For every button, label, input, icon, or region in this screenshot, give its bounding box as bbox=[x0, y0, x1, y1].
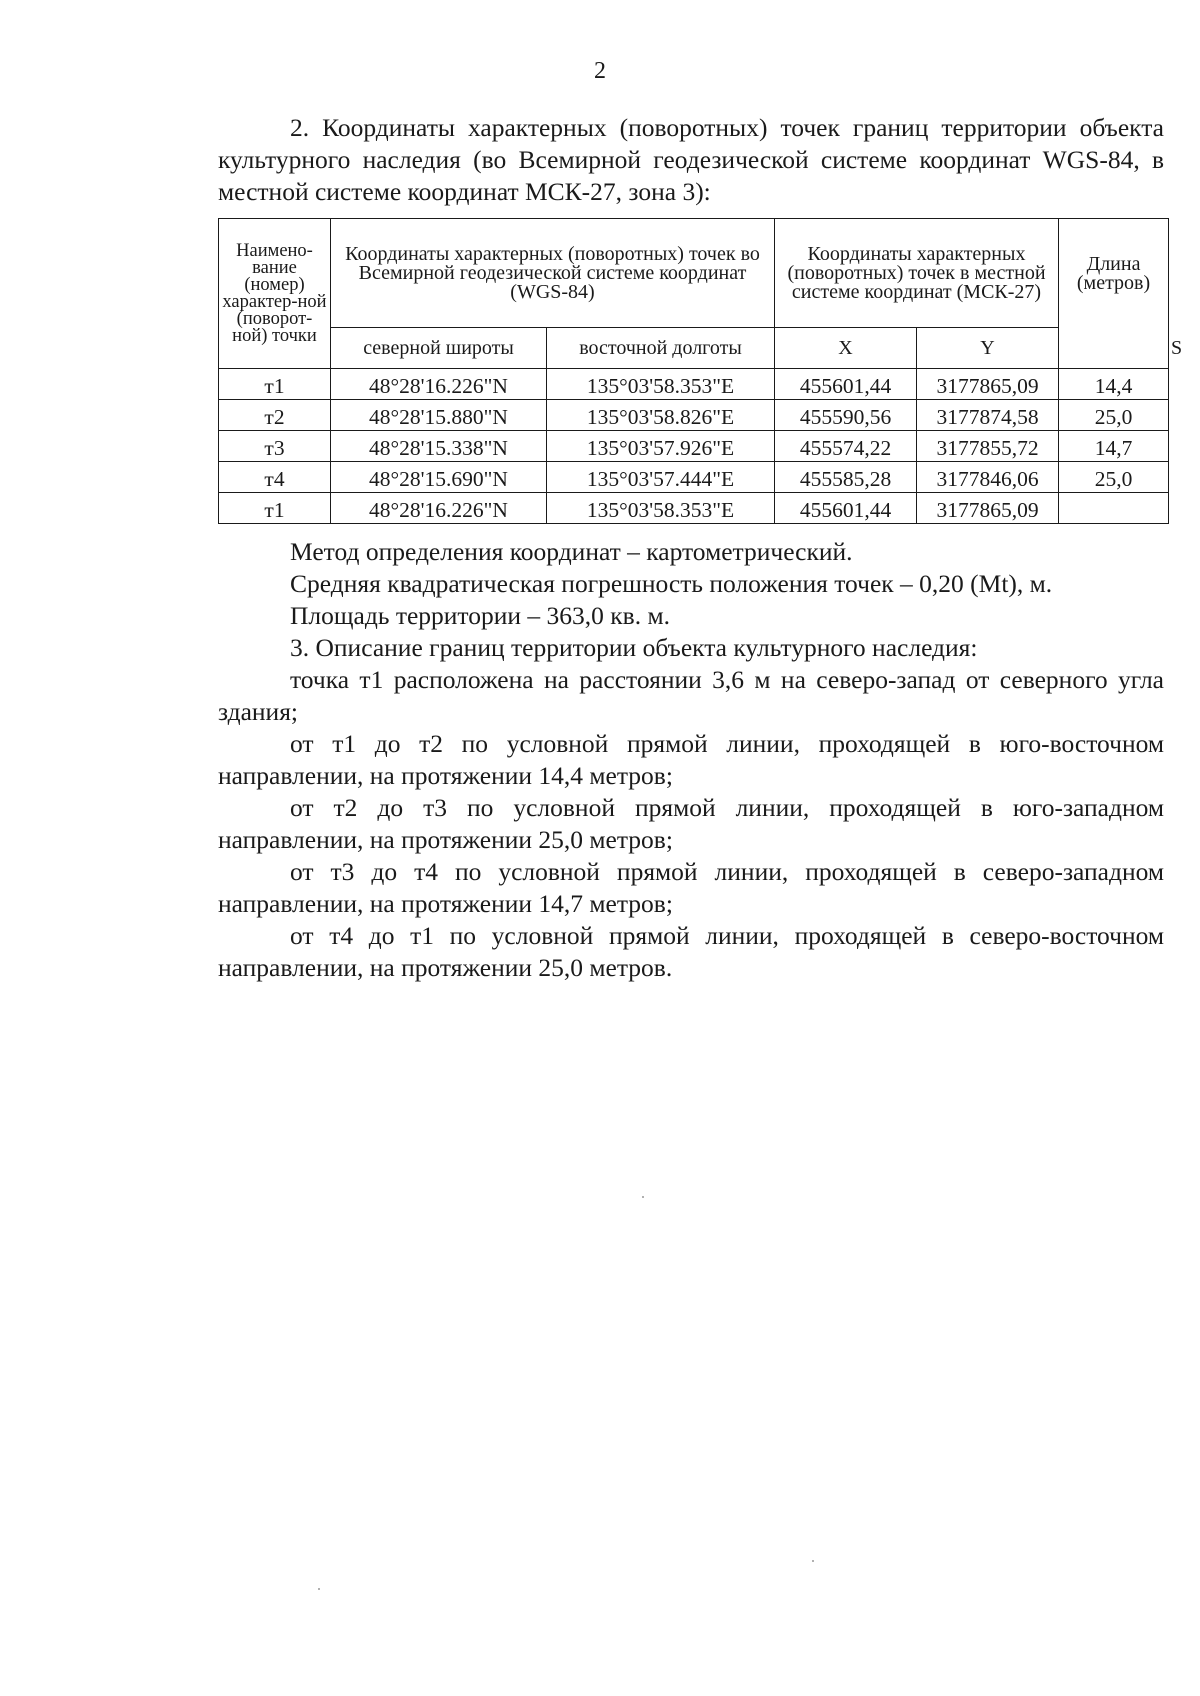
cell-length: 14,4 bbox=[1059, 369, 1169, 400]
cell-length: 14,7 bbox=[1059, 431, 1169, 462]
coordinates-table bbox=[218, 218, 1183, 524]
error-line: Средняя квадратическая погрешность положения точек – 0,20 (Mt), м. bbox=[290, 569, 1053, 598]
header-wgs-group: Координаты характерных (поворотных) точек во Всемирной геодезической системе координат (WGS-84) bbox=[331, 219, 775, 328]
boundary-description-item: точка т1 расположена на расстоянии 3,6 м на северо-запад от северного угла здания; bbox=[218, 665, 1164, 726]
table-row bbox=[219, 369, 1169, 400]
page-number: 2 bbox=[594, 58, 606, 84]
cell-latitude: 48°28'15.690"N bbox=[331, 462, 547, 493]
table-row bbox=[219, 431, 1169, 462]
cell-point: т1 bbox=[219, 369, 331, 400]
section-2-paragraph: 2. Координаты характерных (поворотных) точек границ территории объекта культурного наследия (во Всемирной геодезической системе координат WGS-84, в местной системе координат МСК-27, зона 3): bbox=[218, 113, 1164, 206]
cell-point: т1 bbox=[219, 493, 331, 524]
cell-y: 3177865,09 bbox=[917, 493, 1059, 524]
cell-point: т3 bbox=[219, 431, 331, 462]
boundary-description-item: от т3 до т4 по условной прямой линии, проходящей в северо-западном направлении, на протяжении 14,7 метров; bbox=[218, 857, 1164, 918]
header-msk-group: Координаты характерных (поворотных) точек в местной системе координат (МСК-27) bbox=[775, 219, 1059, 328]
cell-longitude: 135°03'58.353"E bbox=[547, 493, 775, 524]
table-header-row bbox=[219, 219, 1169, 328]
header-y: Y bbox=[917, 328, 1059, 369]
table-row bbox=[219, 400, 1169, 431]
area-line: Площадь территории – 363,0 кв. м. bbox=[290, 601, 670, 630]
cell-y: 3177855,72 bbox=[917, 431, 1059, 462]
header-point-name: Наимено-вание (номер) характер-ной (поворот-ной) точки bbox=[219, 219, 331, 369]
header-x: X bbox=[775, 328, 917, 369]
cell-longitude: 135°03'58.826"E bbox=[547, 400, 775, 431]
scan-speck bbox=[642, 1196, 644, 1198]
cell-longitude: 135°03'58.353"E bbox=[547, 369, 775, 400]
table-row bbox=[219, 493, 1169, 524]
table-row bbox=[219, 462, 1169, 493]
cell-latitude: 48°28'15.338"N bbox=[331, 431, 547, 462]
cell-point: т4 bbox=[219, 462, 331, 493]
cell-latitude: 48°28'16.226"N bbox=[331, 493, 547, 524]
cell-x: 455585,28 bbox=[775, 462, 917, 493]
cell-length: 25,0 bbox=[1059, 400, 1169, 431]
cell-longitude: 135°03'57.444"E bbox=[547, 462, 775, 493]
header-longitude: восточной долготы bbox=[547, 328, 775, 369]
cell-x: 455590,56 bbox=[775, 400, 917, 431]
section-3-heading: 3. Описание границ территории объекта культурного наследия: bbox=[290, 633, 978, 662]
method-line: Метод определения координат – картометрический. bbox=[290, 537, 853, 566]
cell-x: 455601,44 bbox=[775, 369, 917, 400]
document-body bbox=[218, 112, 1183, 984]
boundary-description-item: от т1 до т2 по условной прямой линии, проходящей в юго-восточном направлении, на протяжении 14,4 метров; bbox=[218, 729, 1164, 790]
boundary-description-item: от т4 до т1 по условной прямой линии, проходящей в северо-восточном направлении, на протяжении 25,0 метров. bbox=[218, 921, 1164, 982]
cell-x: 455574,22 bbox=[775, 431, 917, 462]
cell-length bbox=[1059, 493, 1169, 524]
scan-speck bbox=[812, 1560, 814, 1562]
cell-x: 455601,44 bbox=[775, 493, 917, 524]
cell-latitude: 48°28'16.226"N bbox=[331, 369, 547, 400]
cell-length: 25,0 bbox=[1059, 462, 1169, 493]
cell-point: т2 bbox=[219, 400, 331, 431]
post-table-text bbox=[218, 536, 1164, 984]
header-length: Длина (метров) bbox=[1059, 219, 1169, 369]
cell-longitude: 135°03'57.926"E bbox=[547, 431, 775, 462]
cell-latitude: 48°28'15.880"N bbox=[331, 400, 547, 431]
cell-y: 3177865,09 bbox=[917, 369, 1059, 400]
scan-speck bbox=[318, 1588, 320, 1590]
header-latitude: северной широты bbox=[331, 328, 547, 369]
cell-y: 3177874,58 bbox=[917, 400, 1059, 431]
table-subheader-row: северной широты восточной долготы X Y S bbox=[219, 328, 1169, 369]
cell-y: 3177846,06 bbox=[917, 462, 1059, 493]
boundary-description-item: от т2 до т3 по условной прямой линии, проходящей в юго-западном направлении, на протяжении 25,0 метров; bbox=[218, 793, 1164, 854]
